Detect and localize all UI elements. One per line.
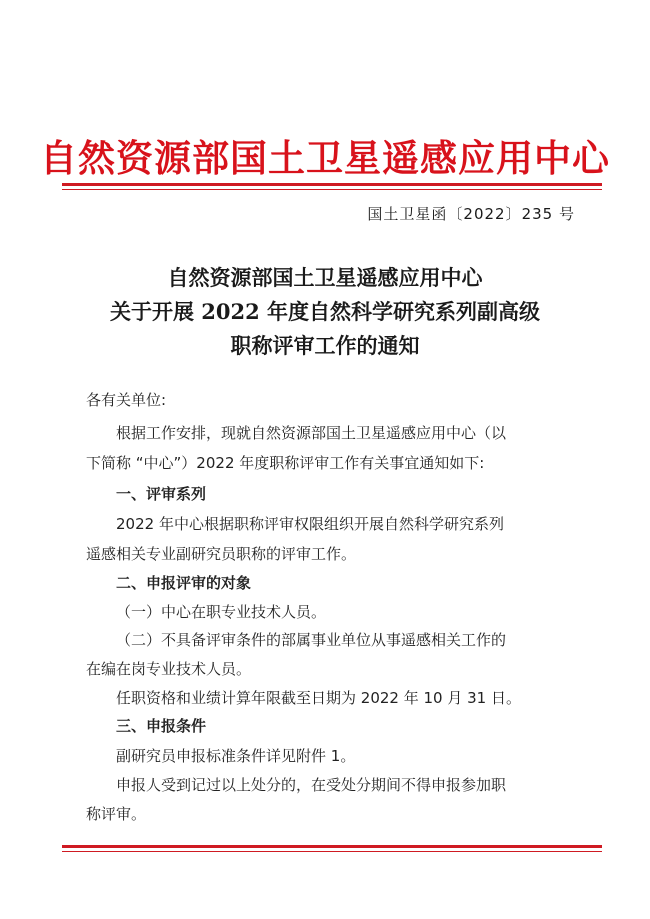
section-heading-3: 三、申报条件: [116, 717, 207, 735]
paragraph-7-line-1: 申报人受到记过以上处分的，在受处分期间不得申报参加职: [116, 776, 507, 794]
letterhead-top-rule: [62, 183, 602, 190]
paragraph-2-line-1: 2022 年中心根据职称评审权限组织开展自然科学研究系列: [116, 515, 504, 533]
paragraph-1-line-1: 根据工作安排，现就自然资源部国土卫星遥感应用中心（以: [116, 424, 507, 442]
paragraph-1-line-2: 下简称 “中心”）2022 年度职称评审工作有关事宜通知如下:: [86, 454, 485, 472]
title-line-3: 职称评审工作的通知: [230, 333, 420, 358]
title-line-1: 自然资源部国土卫星遥感应用中心: [167, 265, 483, 290]
title-line-2: 关于开展 2022 年度自然科学研究系列副高级: [109, 299, 541, 324]
paragraph-5: 任职资格和业绩计算年限截至日期为 2022 年 10 月 31 日。: [116, 689, 521, 707]
document-number: 国土卫星函〔2022〕235 号: [367, 205, 575, 223]
section-heading-1: 一、评审系列: [116, 485, 207, 503]
section-heading-2: 二、申报评审的对象: [116, 574, 252, 592]
paragraph-2-line-2: 遥感相关专业副研究员职称的评审工作。: [86, 545, 357, 563]
salutation: 各有关单位:: [86, 391, 167, 409]
footer-rule: [62, 845, 602, 852]
paragraph-3: （一）中心在职专业技术人员。: [116, 603, 327, 621]
letterhead-org: 自然资源部国土卫星遥感应用中心: [40, 136, 610, 180]
paragraph-4-line-1: （二）不具备评审条件的部属事业单位从事遥感相关工作的: [116, 631, 507, 649]
paragraph-4-line-2: 在编在岗专业技术人员。: [86, 660, 252, 678]
paragraph-6: 副研究员申报标准条件详见附件 1。: [116, 747, 356, 765]
paragraph-7-line-2: 称评审。: [86, 805, 147, 823]
